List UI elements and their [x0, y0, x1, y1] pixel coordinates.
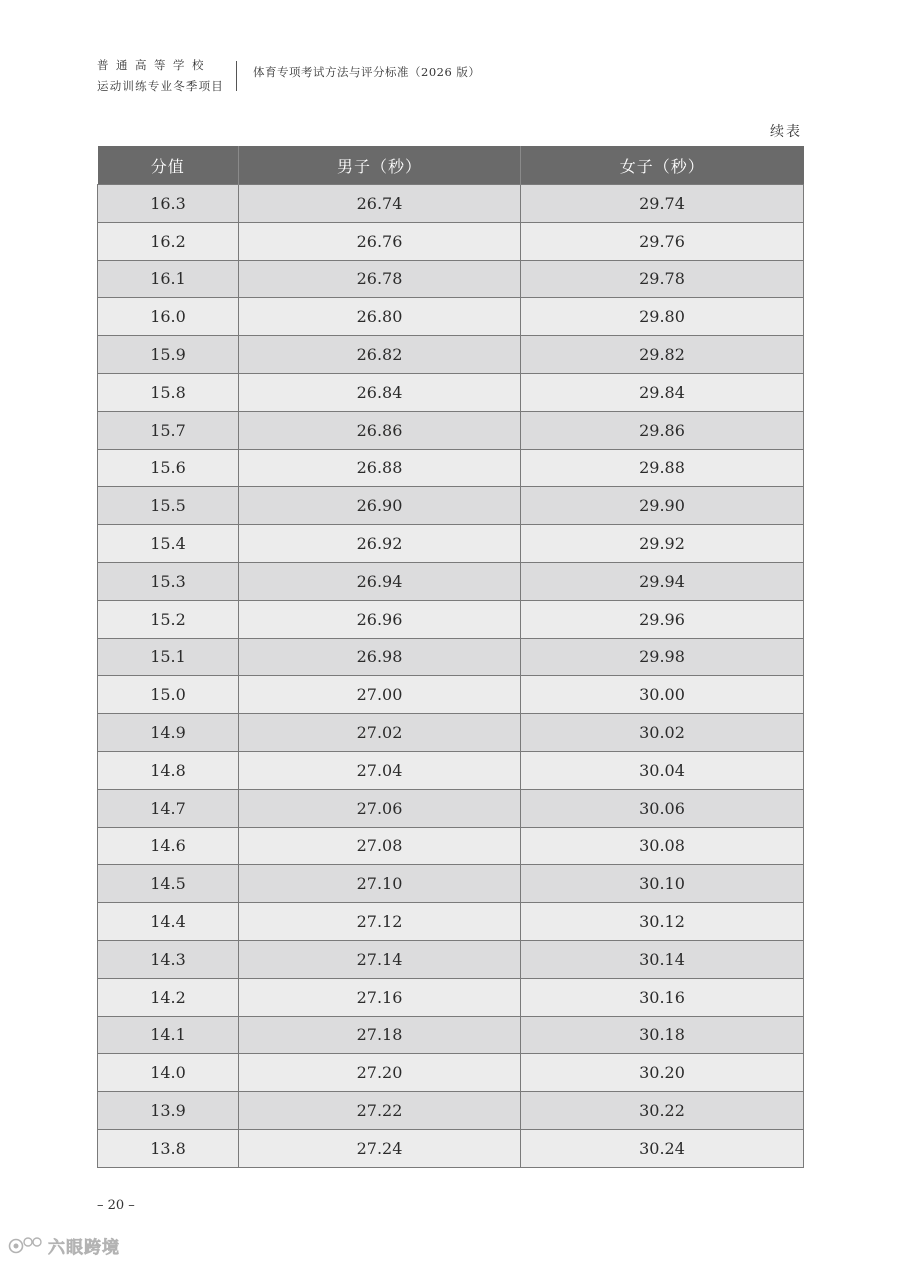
table-row — [98, 600, 804, 638]
table-row — [98, 525, 804, 563]
table-row — [98, 298, 804, 336]
column-header-female-seconds: 女子（秒） — [521, 146, 804, 185]
score-cell: 15.9 — [98, 336, 239, 374]
score-cell: 14.8 — [98, 751, 239, 789]
male-time-cell: 27.10 — [239, 865, 521, 903]
male-time-cell: 26.86 — [239, 411, 521, 449]
score-cell: 13.9 — [98, 1092, 239, 1130]
female-time-cell: 29.90 — [521, 487, 804, 525]
male-time-cell: 27.20 — [239, 1054, 521, 1092]
score-cell: 14.0 — [98, 1054, 239, 1092]
table-body — [98, 185, 804, 1168]
table-row — [98, 827, 804, 865]
score-cell: 14.3 — [98, 940, 239, 978]
table-row — [98, 903, 804, 941]
female-time-cell: 29.92 — [521, 525, 804, 563]
header-series-line2: 运动训练专业冬季项目 — [97, 79, 224, 93]
score-cell: 14.4 — [98, 903, 239, 941]
table-row — [98, 638, 804, 676]
male-time-cell: 27.18 — [239, 1016, 521, 1054]
male-time-cell: 26.98 — [239, 638, 521, 676]
watermark-logo-icon — [8, 1235, 42, 1257]
female-time-cell: 29.76 — [521, 222, 804, 260]
male-time-cell: 27.00 — [239, 676, 521, 714]
table-row — [98, 336, 804, 374]
table-row — [98, 1016, 804, 1054]
table-row — [98, 1092, 804, 1130]
table-row — [98, 978, 804, 1016]
score-cell: 15.1 — [98, 638, 239, 676]
score-cell: 15.7 — [98, 411, 239, 449]
male-time-cell: 26.94 — [239, 562, 521, 600]
watermark-text: 六眼跨境 — [48, 1238, 120, 1258]
male-time-cell: 26.92 — [239, 525, 521, 563]
female-time-cell: 29.74 — [521, 185, 804, 223]
table-row — [98, 1129, 804, 1167]
female-time-cell: 30.00 — [521, 676, 804, 714]
female-time-cell: 30.22 — [521, 1092, 804, 1130]
male-time-cell: 26.80 — [239, 298, 521, 336]
table-row — [98, 865, 804, 903]
female-time-cell: 30.24 — [521, 1129, 804, 1167]
male-time-cell: 26.90 — [239, 487, 521, 525]
male-time-cell: 26.76 — [239, 222, 521, 260]
table-row — [98, 260, 804, 298]
header-series-line1: 普通高等学校 — [97, 58, 211, 72]
male-time-cell: 26.82 — [239, 336, 521, 374]
male-time-cell: 26.96 — [239, 600, 521, 638]
running-header — [97, 58, 480, 94]
score-cell: 15.8 — [98, 373, 239, 411]
female-time-cell: 29.82 — [521, 336, 804, 374]
table-row — [98, 562, 804, 600]
female-time-cell: 30.10 — [521, 865, 804, 903]
male-time-cell: 27.22 — [239, 1092, 521, 1130]
male-time-cell: 27.16 — [239, 978, 521, 1016]
male-time-cell: 26.78 — [239, 260, 521, 298]
male-time-cell: 27.24 — [239, 1129, 521, 1167]
header-book-title: 体育专项考试方法与评分标准（2026 版） — [253, 64, 481, 79]
female-time-cell: 29.98 — [521, 638, 804, 676]
female-time-cell: 29.80 — [521, 298, 804, 336]
score-cell: 14.6 — [98, 827, 239, 865]
score-cell: 15.5 — [98, 487, 239, 525]
male-time-cell: 26.88 — [239, 449, 521, 487]
table-row — [98, 1054, 804, 1092]
table-row — [98, 940, 804, 978]
score-cell: 15.6 — [98, 449, 239, 487]
score-cell: 16.0 — [98, 298, 239, 336]
score-cell: 15.0 — [98, 676, 239, 714]
score-cell: 13.8 — [98, 1129, 239, 1167]
table-row — [98, 676, 804, 714]
table-row — [98, 449, 804, 487]
male-time-cell: 27.14 — [239, 940, 521, 978]
female-time-cell: 30.08 — [521, 827, 804, 865]
female-time-cell: 30.02 — [521, 714, 804, 752]
male-time-cell: 27.04 — [239, 751, 521, 789]
watermark — [8, 1233, 120, 1258]
female-time-cell: 29.86 — [521, 411, 804, 449]
score-cell: 15.2 — [98, 600, 239, 638]
score-cell: 16.1 — [98, 260, 239, 298]
female-time-cell: 30.06 — [521, 789, 804, 827]
female-time-cell: 30.14 — [521, 940, 804, 978]
score-cell: 14.2 — [98, 978, 239, 1016]
female-time-cell: 29.84 — [521, 373, 804, 411]
male-time-cell: 26.74 — [239, 185, 521, 223]
score-cell: 14.9 — [98, 714, 239, 752]
female-time-cell: 30.12 — [521, 903, 804, 941]
male-time-cell: 27.02 — [239, 714, 521, 752]
table-row — [98, 487, 804, 525]
score-cell: 16.3 — [98, 185, 239, 223]
female-time-cell: 29.96 — [521, 600, 804, 638]
table-row — [98, 185, 804, 223]
continued-table-label: 续表 — [770, 124, 802, 140]
female-time-cell: 29.88 — [521, 449, 804, 487]
score-cell: 15.4 — [98, 525, 239, 563]
header-series-title — [97, 58, 224, 94]
female-time-cell: 30.20 — [521, 1054, 804, 1092]
male-time-cell: 27.06 — [239, 789, 521, 827]
page-number: – 20 – — [97, 1198, 135, 1213]
table-row — [98, 373, 804, 411]
column-header-score: 分值 — [98, 146, 239, 185]
table-row — [98, 411, 804, 449]
score-cell: 14.5 — [98, 865, 239, 903]
table-row — [98, 751, 804, 789]
male-time-cell: 26.84 — [239, 373, 521, 411]
female-time-cell: 30.04 — [521, 751, 804, 789]
male-time-cell: 27.12 — [239, 903, 521, 941]
column-header-male-seconds: 男子（秒） — [239, 146, 521, 185]
female-time-cell: 29.78 — [521, 260, 804, 298]
score-cell: 14.7 — [98, 789, 239, 827]
score-cell: 16.2 — [98, 222, 239, 260]
score-table — [97, 146, 804, 1168]
male-time-cell: 27.08 — [239, 827, 521, 865]
female-time-cell: 30.16 — [521, 978, 804, 1016]
score-cell: 14.1 — [98, 1016, 239, 1054]
header-divider — [236, 61, 237, 91]
score-cell: 15.3 — [98, 562, 239, 600]
female-time-cell: 29.94 — [521, 562, 804, 600]
table-row — [98, 789, 804, 827]
table-header-row — [98, 146, 804, 185]
female-time-cell: 30.18 — [521, 1016, 804, 1054]
table-row — [98, 714, 804, 752]
table-row — [98, 222, 804, 260]
